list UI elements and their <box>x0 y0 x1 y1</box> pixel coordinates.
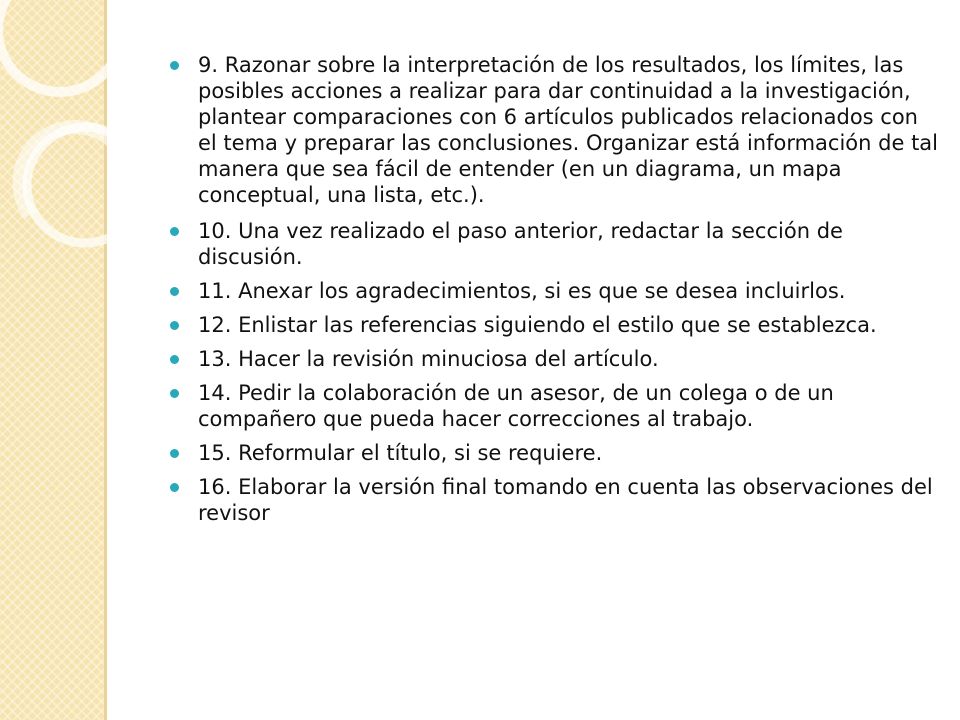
list-item <box>168 380 938 432</box>
list-item-text: 12. Enlistar las referencias siguiendo el estilo que se establezca. <box>198 313 877 337</box>
bullet-icon <box>170 287 179 296</box>
list-item-text: 9. Razonar sobre la interpretación de los resultados, los límites, las posibles acciones a realizar para dar continuidad a la investigación, plantear comparaciones con 6 artículos publicados relacionados con el tema y preparar las conclusiones. Organizar está información de tal manera que sea fácil de entender (en un diagrama, un mapa conceptual, una lista, etc.). <box>198 53 939 207</box>
list-item <box>168 346 938 372</box>
list-item-text: 14. Pedir la colaboración de un asesor, de un colega o de un compañero que pueda hacer correcciones al trabajo. <box>198 381 834 431</box>
list-item-text: 13. Hacer la revisión minuciosa del artículo. <box>198 347 659 371</box>
list-item-text: 11. Anexar los agradecimientos, si es que se desea incluirlos. <box>198 279 846 303</box>
list-item <box>168 440 938 466</box>
list-item-text: 15. Reformular el título, si se requiere. <box>198 441 603 465</box>
bullet-icon <box>170 483 179 492</box>
bullet-icon <box>170 321 179 330</box>
bullet-icon <box>170 389 179 398</box>
list-item-text: 10. Una vez realizado el paso anterior, redactar la sección de discusión. <box>198 219 843 269</box>
list-item <box>168 278 938 304</box>
bullet-icon <box>170 61 179 70</box>
list-item <box>168 474 938 526</box>
side-band-edge <box>104 0 107 720</box>
list-item <box>168 52 938 208</box>
bullet-icon <box>170 449 179 458</box>
bullet-list <box>168 52 938 526</box>
decorative-side-band <box>0 0 104 720</box>
bullet-icon <box>170 355 179 364</box>
content-area <box>168 52 938 534</box>
list-item <box>168 218 938 270</box>
list-item-text: 16. Elaborar la versión final tomando en cuenta las observaciones del revisor <box>198 475 933 525</box>
list-item <box>168 312 938 338</box>
bullet-icon <box>170 227 179 236</box>
